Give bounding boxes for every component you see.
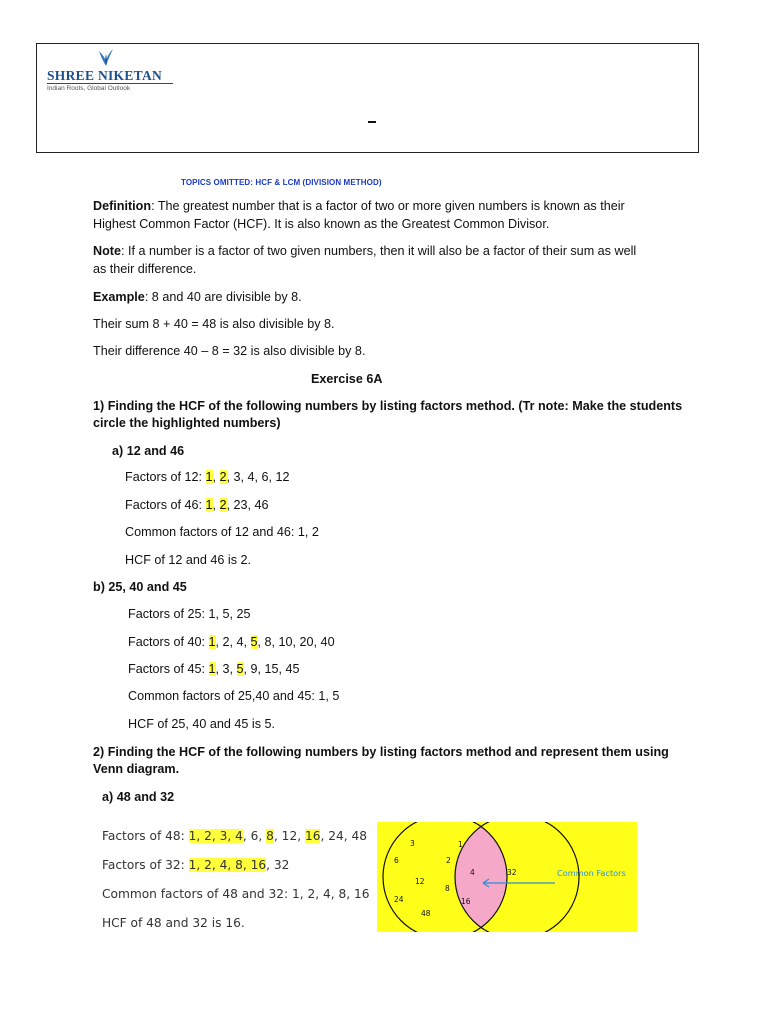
note-text: : If a number is a factor of two given numbers, then it will also be a factor of their sum as well (121, 244, 637, 258)
header-box (36, 43, 699, 153)
header-dash (368, 121, 376, 123)
q1b-factors-45 (128, 661, 300, 678)
highlighted-factor: 1, 2, 4, 8, 16 (188, 858, 267, 872)
q1b-factors-40 (128, 634, 335, 651)
factors-label: Factors of 32: (102, 858, 189, 872)
q2-heading-line-1: 2) Finding the HCF of the following numbers by listing factors method and represent them using (93, 745, 669, 759)
highlighted-factor: 8 (266, 829, 274, 843)
q1a-factors-46: Factors of 46: 1, 2, 23, 46 (125, 498, 269, 512)
logo-name: SHREE NIKETAN (47, 68, 163, 83)
venn-arrow-label: Common Factors (557, 868, 626, 878)
note-label: Note (93, 244, 121, 258)
venn-left-value: 48 (421, 909, 431, 918)
factors-rest: , 23, 46 (226, 498, 269, 512)
bird-logo-icon (97, 49, 115, 67)
q2a-common: Common factors of 48 and 32: 1, 2, 4, 8, 16 (102, 887, 370, 901)
school-logo (45, 49, 175, 92)
factors-mid: , 2, 4, (215, 635, 251, 649)
example-text: : 8 and 40 are divisible by 8. (144, 290, 302, 304)
factors-label: Factors of 45: (128, 662, 209, 676)
factors-label: Factors of 46: (125, 498, 206, 512)
note-line-2: as their difference. (93, 262, 197, 276)
highlighted-factor: 16 (304, 829, 321, 843)
q1a-factors-12: Factors of 12: 1, 2, 3, 4, 6, 12 (125, 470, 290, 484)
venn-left-value: 3 (410, 839, 415, 848)
highlighted-factor: 1 (205, 498, 213, 512)
highlighted-factor: 2 (219, 470, 227, 484)
q1a-common: Common factors of 12 and 46: 1, 2 (125, 525, 319, 539)
q2-heading-line-2: Venn diagram. (93, 762, 180, 776)
highlighted-factor: 1 (205, 470, 213, 484)
venn-left-value: 12 (415, 877, 425, 886)
definition-line-1 (93, 198, 625, 215)
highlighted-factor: 5 (236, 662, 244, 676)
factors-rest: , 9, 15, 45 (243, 662, 300, 676)
venn-common-value: 4 (470, 868, 475, 877)
venn-common-value: 1 (458, 840, 463, 849)
q1b-factors-25: Factors of 25: 1, 5, 25 (128, 607, 251, 621)
logo-tagline: Indian Roots, Global Outlook (47, 85, 131, 92)
venn-common-value: 16 (461, 897, 471, 906)
example-line (93, 289, 302, 306)
definition-line-2: Highest Common Factor (HCF). It is also known as the Greatest Common Divisor. (93, 217, 550, 231)
example-difference: Their difference 40 – 8 = 32 is also divisible by 8. (93, 344, 366, 358)
q2a-factors-32 (102, 858, 289, 872)
q1b-common: Common factors of 25,40 and 45: 1, 5 (128, 689, 340, 703)
example-sum: Their sum 8 + 40 = 48 is also divisible by 8. (93, 317, 335, 331)
topics-omitted: TOPICS OMITTED: HCF & LCM (DIVISION METHOD) (181, 178, 382, 187)
venn-left-value: 6 (394, 856, 399, 865)
q1b-title: b) 25, 40 and 45 (93, 580, 187, 594)
factors-mid: , 3, (215, 662, 237, 676)
factors-rest: , 32 (266, 858, 290, 872)
highlighted-factor: 5 (250, 635, 258, 649)
q1b-hcf: HCF of 25, 40 and 45 is 5. (128, 717, 276, 731)
factors-rest: , 8, 10, 20, 40 (257, 635, 335, 649)
venn-right-value: 32 (507, 868, 517, 877)
venn-common-value: 2 (446, 856, 451, 865)
factors-rest: , 3, 4, 6, 12 (226, 470, 290, 484)
venn-common-value: 8 (445, 884, 450, 893)
venn-left-value: 24 (394, 895, 404, 904)
exercise-title: Exercise 6A (311, 372, 383, 386)
q1-heading-line-1: 1) Finding the HCF of the following numbers by listing factors method. (Tr note: Make the students (93, 399, 683, 413)
logo-divider (47, 83, 173, 84)
q2a-hcf: HCF of 48 and 32 is 16. (102, 916, 245, 930)
q1a-title: a) 12 and 46 (112, 444, 185, 458)
q1a-hcf: HCF of 12 and 46 is 2. (125, 553, 252, 567)
factors-rest: , 24, 48 (320, 829, 367, 843)
factors-label: Factors of 40: (128, 635, 209, 649)
highlighted-factor: 1, 2, 3, 4 (188, 829, 243, 843)
factors-label: Factors of 12: (125, 470, 206, 484)
highlighted-factor: 2 (219, 498, 227, 512)
note-line-1 (93, 243, 636, 260)
factors-mid: , 6, (242, 829, 267, 843)
highlighted-factor: 1 (208, 662, 216, 676)
factors-label: Factors of 48: (102, 829, 189, 843)
q1-heading-line-2: circle the highlighted numbers) (93, 416, 281, 430)
q2a-factors-48 (102, 829, 367, 843)
q2a-title: a) 48 and 32 (102, 790, 175, 804)
venn-diagram (377, 822, 637, 932)
definition-label: Definition (93, 199, 152, 213)
example-label: Example (93, 290, 145, 304)
factors-mid: , 12, (273, 829, 305, 843)
highlighted-factor: 1 (208, 635, 216, 649)
definition-text: : The greatest number that is a factor of two or more given numbers is known as their (151, 199, 625, 213)
